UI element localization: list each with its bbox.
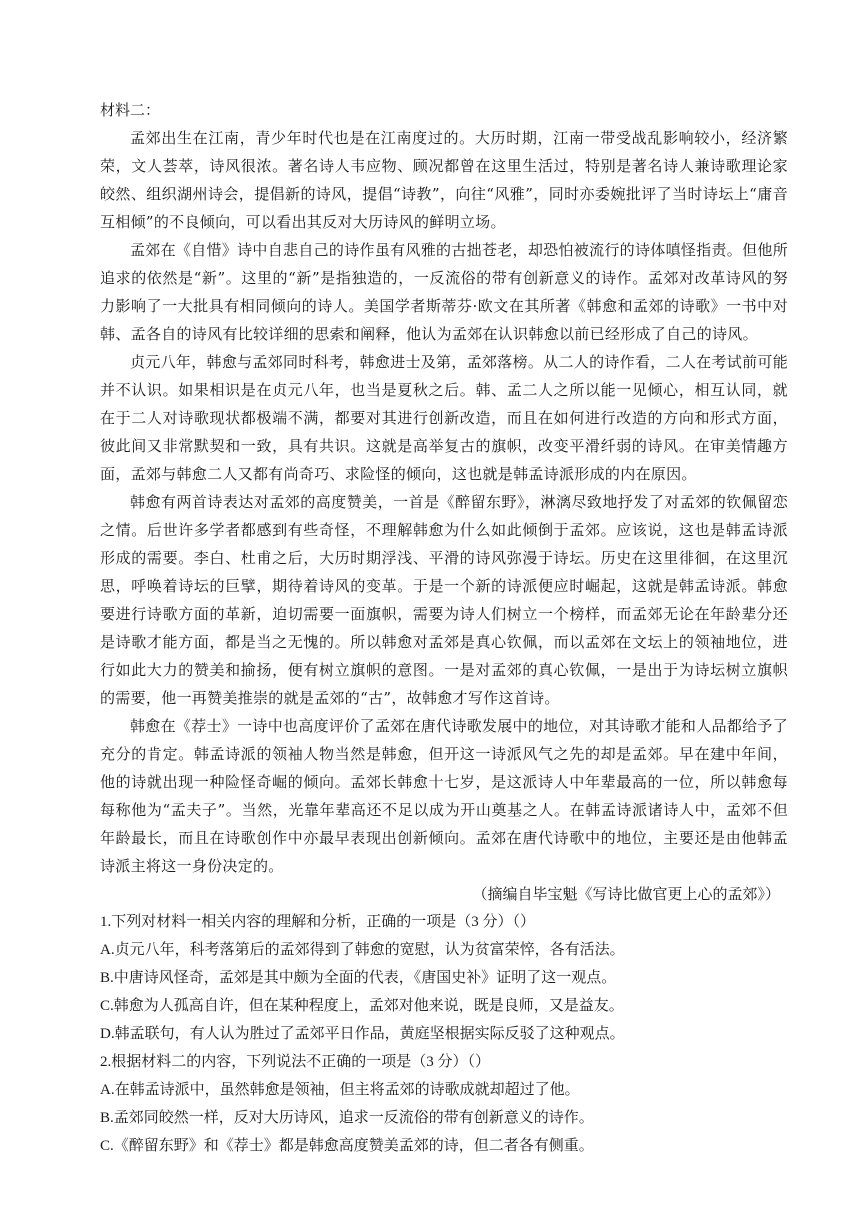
question-2-option-c: C.《醉留东野》和《荐士》都是韩愈高度赞美孟郊的诗，但二者各有侧重。 [100,1138,594,1154]
question-1-option-a: A.贞元八年，科考落第后的孟郊得到了韩愈的宽慰，认为贫富荣悴，各有活法。 [100,942,625,958]
question-1-option-c: C.韩愈为人孤高自许，但在某种程度上，孟郊对他来说，既是良师，又是益友。 [100,998,624,1014]
material-heading: 材料二： [100,101,161,119]
question-1-option-d: D.韩孟联句，有人认为胜过了孟郊平日作品，黄庭坚根据实际反驳了这种观点。 [100,1026,625,1042]
material-paragraph-3: 贞元八年，韩愈与孟郊同时科考，韩愈进士及第，孟郊落榜。从二人的诗作看，二人在考试前可能并不认识。如果相识是在贞元八年，也当是夏秋之后。韩、孟二人之所以能一见倾心，相互认同，就在于二人对诗歌现状都极端不满，都要对其进行创新改造，而且在如何进行改造的方向和形式方面，彼此间又非常默契和一致，具有共识。这就是高举复古的旗帜，改变平滑纤弱的诗风。在审美情趣方面，孟郊与韩愈二人又都有尚奇巧、求险怪的倾向，这也就是韩孟诗派形成的内在原因。 [100,353,788,483]
question-2-option-a: A.在韩孟诗派中，虽然韩愈是领袖，但主将孟郊的诗歌成就却超过了他。 [100,1082,580,1098]
material-paragraph-2: 孟郊在《自惜》诗中自悲自己的诗作虽有风雅的古拙苍老，却恐怕被流行的诗体嗔怪指责。但他所追求的依然是“新”。这里的“新”是指独造的，一反流俗的带有创新意义的诗作。孟郊对改革诗风的努力影响了一大批具有相同倾向的诗人。美国学者斯蒂芬·欧文在其所著《韩愈和孟郊的诗歌》一书中对韩、孟各自的诗风有比较详细的思索和阐释，他认为孟郊在认识韩愈以前已经形成了自己的诗风。 [100,241,788,343]
material-paragraph-5: 韩愈在《荐士》一诗中也高度评价了孟郊在唐代诗歌发展中的地位，对其诗歌才能和人品都给予了充分的肯定。韩孟诗派的领袖人物当然是韩愈，但开这一诗派风气之先的却是孟郊。早在建中年间，他的诗就出现一种险怪奇崛的倾向。孟郊长韩愈十七岁，是这派诗人中年辈最高的一位，所以韩愈每每称他为“孟夫子”。当然，光靠年辈高还不足以成为开山奠基之人。在韩孟诗派诸诗人中，孟郊不但年龄最长，而且在诗歌创作中亦最早表现出创新倾向。孟郊在唐代诗歌中的地位，主要还是由他韩孟诗派主将这一身份决定的。 [100,717,788,875]
question-2-option-b: B.孟郊同皎然一样，反对大历诗风，追求一反流俗的带有创新意义的诗作。 [100,1110,594,1126]
question-2-stem: 2.根据材料二的内容，下列说法不正确的一项是（3 分）（） [100,1054,491,1070]
document-content [100,96,788,1160]
material-paragraph-1: 孟郊出生在江南，青少年时代也是在江南度过的。大历时期，江南一带受战乱影响较小，经济繁荣，文人荟萃，诗风很浓。著名诗人韦应物、顾况都曾在这里生活过，特别是著名诗人兼诗歌理论家皎然、组织湖州诗会，提倡新的诗风，提倡“诗教”，向往“风雅”，同时亦委婉批评了当时诗坛上“庸音互相倾”的不良倾向，可以看出其反对大历诗风的鲜明立场。 [100,129,788,231]
question-1-option-b: B.中唐诗风怪奇，孟郊是其中颇为全面的代表，《唐国史补》证明了这一观点。 [100,970,617,986]
material-paragraph-4: 韩愈有两首诗表达对孟郊的高度赞美，一首是《醉留东野》，淋漓尽致地抒发了对孟郊的钦佩留恋之情。后世许多学者都感到有些奇怪，不理解韩愈为什么如此倾倒于孟郊。应该说，这也是韩孟诗派形成的需要。李白、杜甫之后，大历时期浮浅、平滑的诗风弥漫于诗坛。历史在这里徘徊，在这里沉思，呼唤着诗坛的巨擘，期待着诗风的变革。于是一个新的诗派便应时崛起，这就是韩孟诗派。韩愈要进行诗歌方面的革新，迫切需要一面旗帜，需要为诗人们树立一个榜样，而孟郊无论在年龄辈分还是诗歌才能方面，都是当之无愧的。所以韩愈对孟郊是真心钦佩，而以孟郊在文坛上的领袖地位，进行如此大力的赞美和揄扬，便有树立旗帜的意图。一是对孟郊的真心钦佩，一是出于为诗坛树立旗帜的需要，他一再赞美推崇的就是孟郊的“古”，故韩愈才写作这首诗。 [100,493,788,707]
material-source: （摘编自毕宝魁《写诗比做官更上心的孟郊》） [472,885,780,903]
question-1-stem: 1.下列对材料一相关内容的理解和分析，正确的一项是（3 分）（） [100,914,536,930]
